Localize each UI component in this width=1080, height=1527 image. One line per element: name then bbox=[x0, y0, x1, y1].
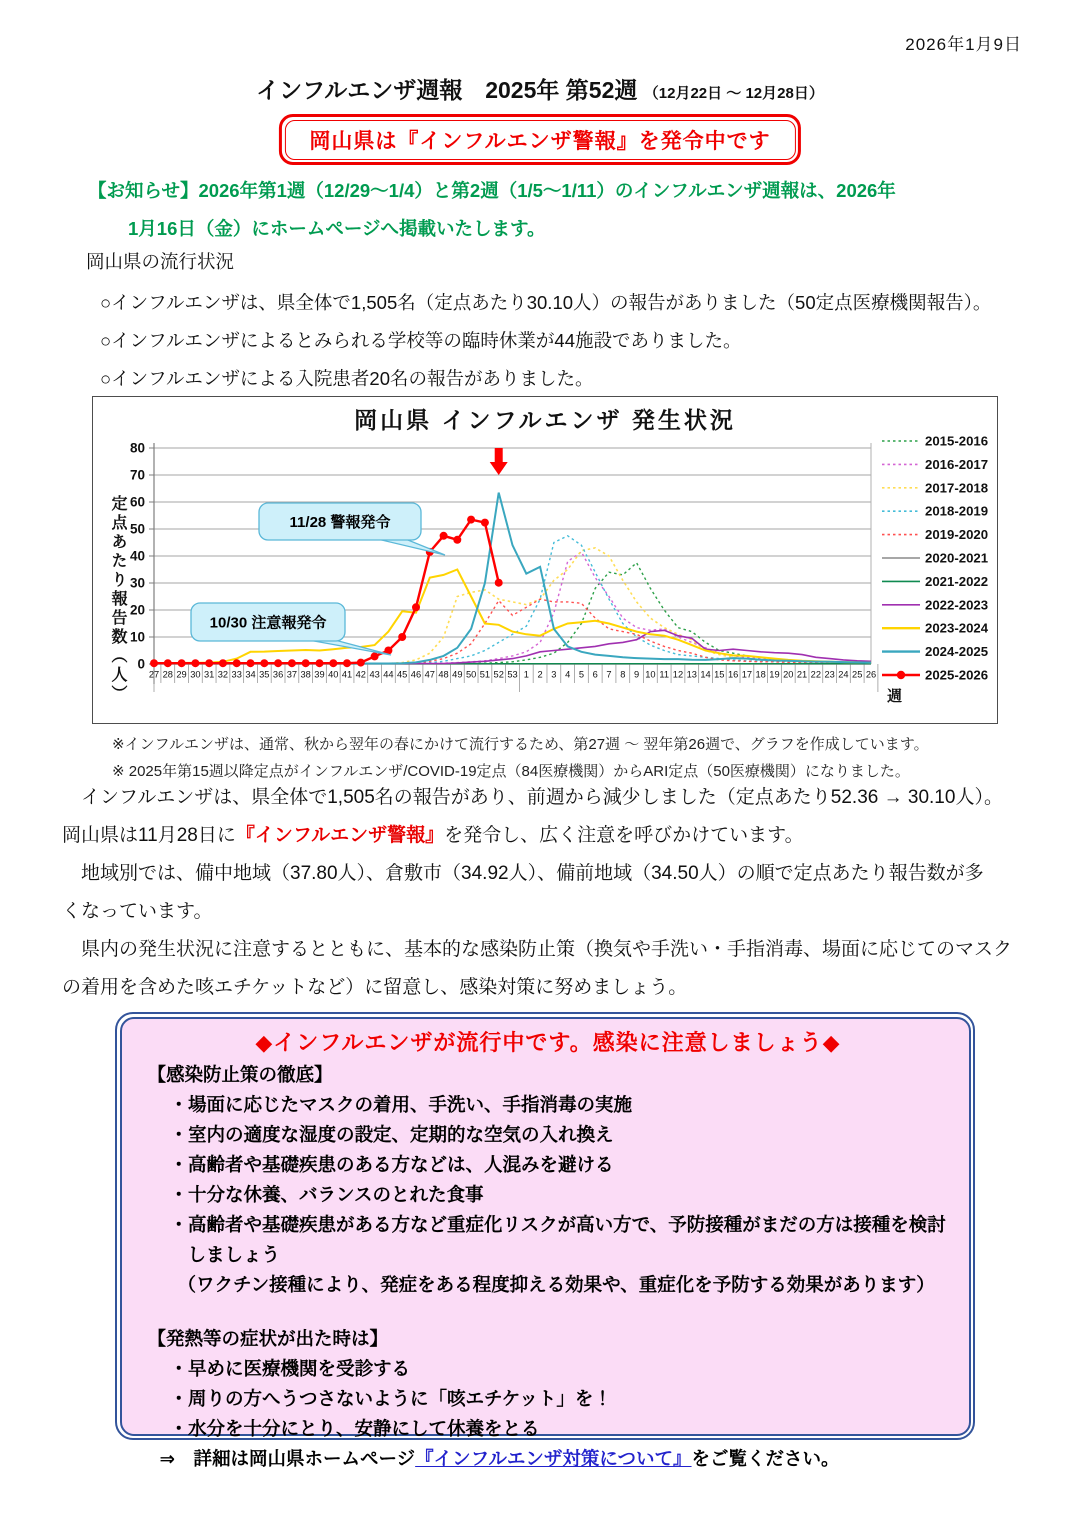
legend-label: 2017-2018 bbox=[925, 480, 989, 496]
vaccine-note: （ワクチン接種により、発症をある程度抑える効果や、重症化を予防する効果があります） bbox=[177, 1273, 935, 1295]
x-tick-label: 32 bbox=[217, 669, 229, 680]
legend-label: 2024-2025 bbox=[925, 644, 989, 660]
x-tick-label: 53 bbox=[507, 669, 518, 680]
flu-alert-box-inner bbox=[120, 1017, 971, 1469]
summary-line: 地域別では、備中地域（37.80人）、倉敷市（34.92人）、備前地域（34.50人）の順で定点あたり報告数が多 bbox=[62, 863, 984, 884]
legend-item-2018-2019 bbox=[882, 504, 988, 519]
x-tick-label: 10 bbox=[645, 669, 656, 680]
legend-item-2016-2017 bbox=[882, 457, 988, 472]
summary-line: インフルエンザは、県全体で1,505名の報告があり、前週から減少しました（定点あたり52.36 → 30.10人）。 bbox=[62, 787, 1003, 808]
legend-item-2025-2026 bbox=[882, 668, 988, 683]
x-tick-label: 35 bbox=[259, 669, 270, 680]
legend-label: 2020-2021 bbox=[925, 550, 989, 566]
x-tick-label: 11 bbox=[659, 669, 670, 680]
epidemic-status-heading: 岡山県の流行状況 bbox=[86, 251, 235, 272]
alert-box-title: ◆インフルエンザが流行中です。感染に注意しましょう◆ bbox=[255, 1029, 841, 1055]
legend-label: 2015-2016 bbox=[925, 433, 989, 449]
x-tick-label: 9 bbox=[634, 669, 640, 680]
data-point-marker bbox=[302, 659, 310, 667]
data-point-marker bbox=[329, 659, 337, 667]
x-tick-label: 52 bbox=[493, 669, 504, 680]
data-point-marker bbox=[440, 532, 448, 540]
legend-item-2021-2022 bbox=[882, 574, 988, 589]
status-item: ○インフルエンザによる入院患者20名の報告がありました。 bbox=[100, 368, 594, 389]
x-tick-label: 31 bbox=[203, 669, 215, 680]
footer-text: をご覧ください。 bbox=[691, 1447, 840, 1469]
x-tick-label: 29 bbox=[176, 669, 187, 680]
prevention-item-continued: しましょう bbox=[187, 1243, 281, 1265]
status-item: ○インフルエンザは、県全体で1,505名（定点あたり30.10人）の報告がありました（50定点医療機関報告）。 bbox=[100, 292, 992, 313]
x-tick-label: 49 bbox=[452, 669, 463, 680]
summary-line bbox=[62, 817, 1020, 855]
legend-label: 2021-2022 bbox=[925, 573, 989, 589]
y-tick-label: 60 bbox=[129, 494, 145, 510]
x-tick-label: 23 bbox=[824, 669, 835, 680]
data-point-marker bbox=[453, 536, 461, 544]
data-point-marker bbox=[178, 659, 186, 667]
x-tick-label: 18 bbox=[755, 669, 766, 680]
notice-line: 【お知らせ】2026年第1週（12/29～1/4）と第2週（1/5～1/11）のインフルエンザ週報は、2026年 bbox=[88, 180, 896, 201]
legend-item-2015-2016 bbox=[882, 434, 988, 449]
x-tick-label: 21 bbox=[796, 669, 808, 680]
flu-trend-chart bbox=[92, 396, 998, 724]
x-tick-label: 7 bbox=[606, 669, 612, 680]
annotation-label: 10/30 注意報発令 bbox=[209, 614, 327, 632]
y-tick-label: 80 bbox=[129, 440, 145, 456]
current-week-arrow-icon bbox=[490, 448, 508, 475]
data-point-marker bbox=[247, 659, 255, 667]
footer-text: ⇒ 詳細は岡山県ホームページ bbox=[159, 1447, 416, 1469]
data-point-marker bbox=[288, 659, 296, 667]
x-tick-label: 44 bbox=[383, 669, 394, 680]
x-tick-label: 41 bbox=[341, 669, 353, 680]
x-tick-label: 8 bbox=[620, 669, 626, 680]
x-tick-label: 30 bbox=[190, 669, 201, 680]
flu-info-link[interactable]: 『インフルエンザ対策について』 bbox=[415, 1447, 692, 1469]
y-tick-label: 40 bbox=[129, 548, 145, 564]
x-tick-label: 20 bbox=[783, 669, 794, 680]
data-point-marker bbox=[219, 659, 227, 667]
x-tick-label: 26 bbox=[865, 669, 877, 680]
summary-line: の着用を含めた咳エチケットなど）に留意し、感染対策に努めましょう。 bbox=[62, 977, 688, 998]
x-tick-label: 43 bbox=[369, 669, 380, 680]
x-tick-label: 48 bbox=[438, 669, 449, 680]
alert-keyword: 『インフルエンザ警報』 bbox=[235, 825, 445, 846]
y-tick-label: 30 bbox=[129, 575, 145, 591]
data-point-marker bbox=[164, 659, 172, 667]
legend-item-2022-2023 bbox=[882, 597, 988, 612]
chart-note: ※インフルエンザは、通常、秋から翌年の春にかけて流行するため、第27週 ～ 翌年第26週で、グラフを作成しています。 bbox=[112, 736, 929, 753]
x-tick-label: 24 bbox=[838, 669, 849, 680]
x-tick-label: 22 bbox=[810, 669, 822, 680]
chart-title: 岡山県 インフルエンザ 発生状況 bbox=[354, 407, 736, 433]
flu-alert-box bbox=[115, 1012, 975, 1469]
legend-label: 2019-2020 bbox=[925, 527, 989, 543]
data-point-marker bbox=[481, 519, 489, 527]
chart-svg bbox=[93, 397, 996, 722]
x-tick-label: 3 bbox=[551, 669, 557, 680]
x-tick-label: 33 bbox=[231, 669, 242, 680]
chart-note: ※ 2025年第15週以降定点がインフルエンザ/COVID-19定点（84医療機関）からARI定点（50医療機関）になりました。 bbox=[112, 763, 910, 780]
fever-item: ・早めに医療機関を受診する bbox=[169, 1357, 411, 1379]
prevention-heading: 【感染防止策の徹底】 bbox=[147, 1063, 333, 1085]
x-tick-label: 19 bbox=[769, 669, 780, 680]
legend-item-2019-2020 bbox=[882, 527, 988, 542]
x-tick-label: 2 bbox=[537, 669, 543, 680]
report-date: 2026年1月9日 bbox=[905, 35, 1022, 54]
prevention-item: ・室内の適度な湿度の設定、定期的な空気の入れ換え bbox=[169, 1123, 614, 1145]
report-title-main: インフルエンザ週報 2025年 第52週 bbox=[256, 77, 638, 103]
y-tick-label: 10 bbox=[129, 629, 145, 645]
data-point-marker bbox=[398, 633, 406, 641]
status-item: ○インフルエンザによるとみられる学校等の臨時休業が44施設でありました。 bbox=[100, 330, 742, 351]
summary-line-part: を発令し、広く注意を呼びかけています。 bbox=[444, 825, 804, 846]
status-list bbox=[100, 284, 991, 398]
prevention-item: ・場面に応じたマスクの着用、手洗い、手指消毒の実施 bbox=[169, 1093, 633, 1115]
chart-notes bbox=[112, 731, 929, 785]
legend-label: 2022-2023 bbox=[925, 597, 989, 613]
x-tick-label: 27 bbox=[148, 669, 160, 680]
x-tick-label: 42 bbox=[355, 669, 366, 680]
y-axis-title: 定点あたり報告数（人） bbox=[109, 495, 126, 704]
legend-label: 2016-2017 bbox=[925, 456, 989, 472]
x-tick-label: 51 bbox=[479, 669, 491, 680]
data-point-marker bbox=[412, 603, 420, 611]
x-tick-label: 14 bbox=[700, 669, 711, 680]
x-tick-label: 1 bbox=[523, 669, 529, 680]
x-tick-label: 5 bbox=[578, 669, 585, 680]
x-axis-unit-label: 週 bbox=[887, 688, 903, 705]
x-tick-label: 37 bbox=[286, 669, 298, 680]
data-point-marker bbox=[150, 659, 158, 667]
legend-item-2024-2025 bbox=[882, 644, 988, 659]
fever-item: ・周りの方へうつさないように「咳エチケット」を！ bbox=[169, 1387, 612, 1409]
x-tick-label: 12 bbox=[672, 669, 684, 680]
y-tick-label: 70 bbox=[129, 467, 145, 483]
x-tick-label: 39 bbox=[314, 669, 325, 680]
notice-block bbox=[88, 172, 896, 248]
report-title bbox=[0, 72, 1080, 105]
data-point-marker bbox=[371, 652, 379, 660]
data-point-marker bbox=[357, 659, 365, 667]
fever-item: ・水分を十分にとり、安静にして休養をとる bbox=[169, 1417, 540, 1439]
prevention-item: ・高齢者や基礎疾患のある方などは、人混みを避ける bbox=[169, 1153, 614, 1175]
notice-line: 1月16日（金）にホームページへ掲載いたします。 bbox=[128, 218, 546, 239]
prevention-item: ・十分な休養、バランスのとれた食事 bbox=[169, 1183, 484, 1205]
chart-annotation bbox=[259, 503, 445, 555]
x-tick-label: 34 bbox=[245, 669, 256, 680]
report-title-period: （12月22日 ～ 12月28日） bbox=[643, 85, 824, 102]
x-tick-label: 46 bbox=[410, 669, 422, 680]
alert-box-footer bbox=[148, 1444, 949, 1474]
data-point-marker bbox=[467, 516, 475, 524]
data-point-marker bbox=[205, 659, 213, 667]
summary-line-part: 岡山県は11月28日に bbox=[62, 825, 236, 846]
data-point-marker bbox=[233, 659, 241, 667]
legend-label: 2023-2024 bbox=[925, 620, 989, 636]
data-point-marker bbox=[191, 659, 199, 667]
x-tick-label: 40 bbox=[328, 669, 339, 680]
x-tick-label: 47 bbox=[424, 669, 435, 680]
legend-item-2020-2021 bbox=[882, 551, 988, 566]
alert-banner-text: 岡山県は『インフルエンザ警報』を発令中です bbox=[284, 120, 795, 160]
y-tick-label: 50 bbox=[129, 521, 145, 537]
series-2018-2019 bbox=[154, 536, 871, 664]
summary-line: くなっています。 bbox=[62, 901, 213, 922]
y-tick-label: 0 bbox=[137, 656, 145, 672]
x-tick-label: 50 bbox=[465, 669, 477, 680]
x-tick-label: 25 bbox=[852, 669, 863, 680]
legend-label: 2025-2026 bbox=[925, 667, 989, 683]
annotation-label: 11/28 警報発令 bbox=[289, 514, 391, 531]
data-point-marker bbox=[316, 659, 324, 667]
data-point-marker bbox=[260, 659, 268, 667]
x-tick-label: 17 bbox=[741, 669, 753, 680]
legend-item-2023-2024 bbox=[882, 621, 989, 636]
alert-banner bbox=[279, 114, 801, 165]
summary-text bbox=[62, 779, 1020, 1007]
x-tick-label: 4 bbox=[565, 669, 571, 680]
chart-annotation bbox=[191, 603, 391, 655]
x-tick-label: 6 bbox=[592, 669, 598, 680]
legend-item-2017-2018 bbox=[882, 480, 988, 495]
x-tick-label: 16 bbox=[727, 669, 739, 680]
data-point-marker bbox=[343, 659, 351, 667]
x-tick-label: 36 bbox=[272, 669, 284, 680]
fever-heading: 【発熱等の症状が出た時は】 bbox=[147, 1327, 389, 1349]
prevention-item: ・高齢者や基礎疾患がある方など重症化リスクが高い方で、予防接種がまだの方は接種を検討 bbox=[169, 1213, 946, 1235]
data-point-marker bbox=[495, 579, 503, 587]
legend-label: 2018-2019 bbox=[925, 503, 989, 519]
x-tick-label: 38 bbox=[300, 669, 311, 680]
section-gap bbox=[148, 1300, 949, 1324]
x-tick-label: 15 bbox=[714, 669, 725, 680]
summary-line: 県内の発生状況に注意するとともに、基本的な感染防止策（換気や手洗い・手指消毒、場面に応じてのマスク bbox=[62, 939, 1013, 960]
x-tick-label: 28 bbox=[162, 669, 173, 680]
y-tick-label: 20 bbox=[129, 602, 145, 618]
data-point-marker bbox=[274, 659, 282, 667]
x-tick-label: 45 bbox=[397, 669, 408, 680]
x-tick-label: 13 bbox=[686, 669, 697, 680]
